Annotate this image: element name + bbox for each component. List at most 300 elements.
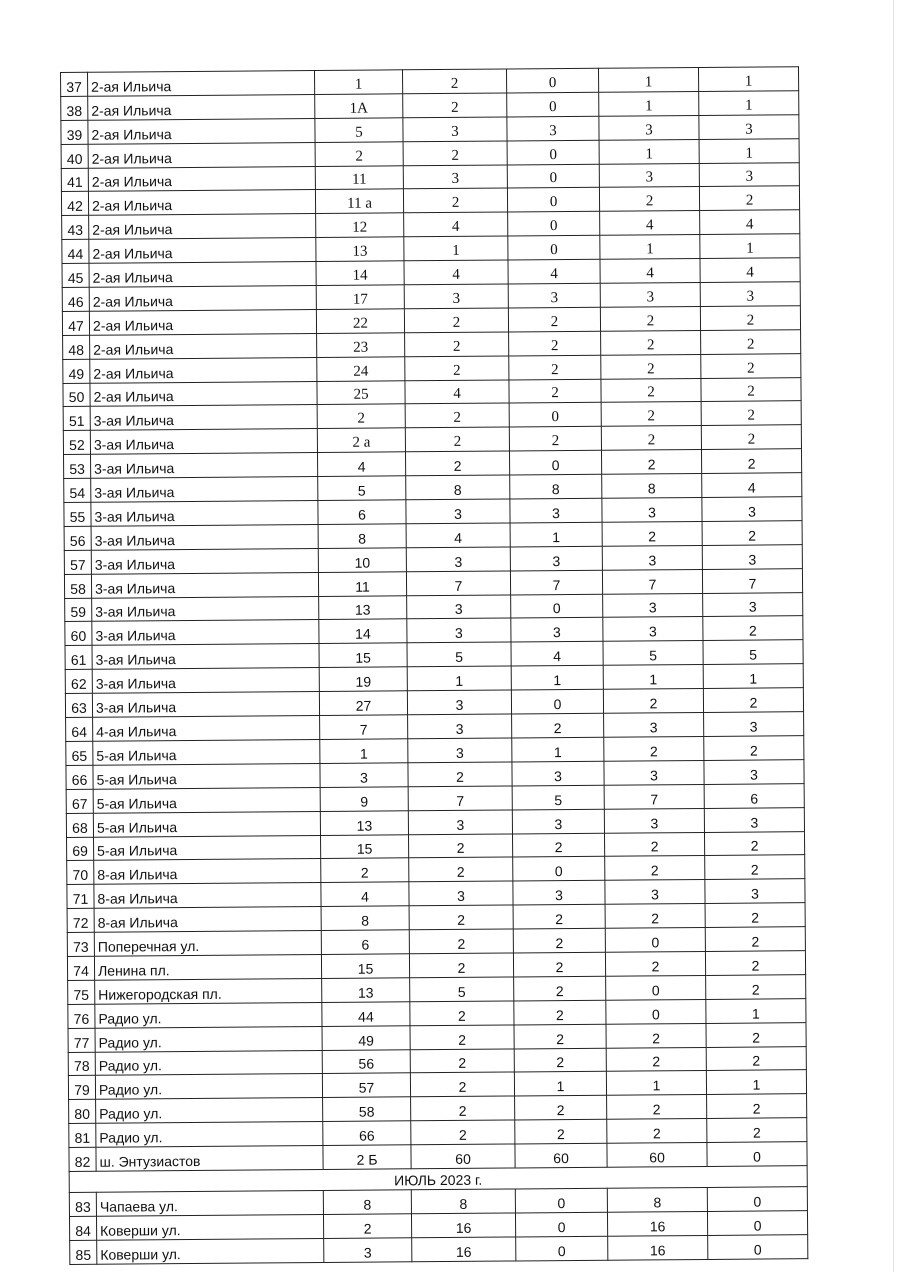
value-cell-1: 7 bbox=[406, 571, 510, 596]
row-number-cell: 75 bbox=[68, 980, 95, 1004]
street-cell: 3-ая Ильича bbox=[91, 501, 318, 527]
house-cell: 11 bbox=[318, 571, 406, 596]
row-number-cell: 76 bbox=[68, 1004, 95, 1028]
value-cell-2: 2 bbox=[513, 952, 605, 977]
table-row bbox=[70, 1234, 808, 1264]
street-cell: 5-ая Ильича bbox=[93, 739, 320, 765]
value-cell-4: 2 bbox=[705, 951, 805, 976]
row-number-cell: 65 bbox=[66, 741, 93, 765]
value-cell-3: 7 bbox=[604, 784, 704, 809]
house-cell: 12 bbox=[316, 213, 404, 238]
row-number-cell: 68 bbox=[66, 813, 93, 837]
value-cell-1: 2 bbox=[409, 857, 513, 882]
value-cell-4: 3 bbox=[704, 807, 804, 832]
value-cell-1: 2 bbox=[405, 427, 509, 452]
value-cell-1: 3 bbox=[403, 165, 507, 190]
house-cell: 2 bbox=[317, 404, 405, 429]
value-cell-4: 7 bbox=[702, 568, 802, 593]
street-cell: 5-ая Ильича bbox=[93, 787, 320, 813]
row-number-cell: 60 bbox=[65, 622, 92, 646]
value-cell-4: 2 bbox=[701, 449, 801, 474]
house-cell: 2 а bbox=[317, 428, 405, 453]
row-number-cell: 77 bbox=[68, 1028, 95, 1052]
house-cell: 13 bbox=[319, 595, 407, 620]
value-cell-3: 16 bbox=[608, 1235, 708, 1260]
value-cell-3: 2 bbox=[599, 187, 699, 212]
value-cell-4: 2 bbox=[701, 377, 801, 402]
value-cell-1: 3 bbox=[406, 547, 510, 572]
row-number-cell: 69 bbox=[67, 837, 94, 861]
value-cell-1: 3 bbox=[409, 881, 513, 906]
value-cell-4: 2 bbox=[704, 831, 804, 856]
street-cell: 3-ая Ильича bbox=[91, 453, 318, 479]
street-cell: Поперечная ул. bbox=[94, 931, 321, 957]
value-cell-2: 2 bbox=[513, 928, 605, 953]
value-cell-1: 2 bbox=[405, 403, 509, 428]
value-cell-2: 3 bbox=[510, 546, 602, 571]
value-cell-3: 2 bbox=[601, 354, 701, 379]
value-cell-2: 0 bbox=[509, 403, 601, 428]
street-cell: 3-ая Ильича bbox=[92, 692, 319, 718]
street-cell: 5-ая Ильича bbox=[93, 811, 320, 837]
value-cell-4: 4 bbox=[700, 258, 800, 283]
value-cell-4: 3 bbox=[699, 162, 799, 187]
value-cell-4: 3 bbox=[704, 712, 804, 737]
house-cell: 5 bbox=[318, 476, 406, 501]
row-number-cell: 84 bbox=[69, 1216, 96, 1240]
table-body bbox=[61, 67, 808, 1264]
value-cell-3: 16 bbox=[607, 1211, 707, 1236]
house-cell: 19 bbox=[319, 667, 407, 692]
value-cell-2: 1 bbox=[510, 522, 602, 547]
house-cell: 15 bbox=[321, 954, 409, 979]
street-cell: 8-ая Ильича bbox=[94, 859, 321, 885]
value-cell-3: 2 bbox=[607, 1095, 707, 1120]
value-cell-4: 2 bbox=[704, 736, 804, 761]
street-cell: 2-ая Ильича bbox=[88, 142, 315, 168]
value-cell-3: 1 bbox=[599, 91, 699, 116]
street-cell: Радио ул. bbox=[96, 1122, 323, 1148]
house-cell: 4 bbox=[321, 882, 409, 907]
row-number-cell: 59 bbox=[65, 598, 92, 622]
value-cell-3: 2 bbox=[604, 832, 704, 857]
value-cell-2: 2 bbox=[512, 713, 604, 738]
value-cell-3: 2 bbox=[601, 330, 701, 355]
row-number-cell: 55 bbox=[64, 502, 91, 526]
value-cell-2: 2 bbox=[512, 833, 604, 858]
value-cell-3: 0 bbox=[605, 928, 705, 953]
value-cell-3: 2 bbox=[604, 736, 704, 761]
row-number-cell: 47 bbox=[62, 311, 89, 335]
value-cell-3: 3 bbox=[603, 617, 703, 642]
value-cell-3: 3 bbox=[604, 760, 704, 785]
value-cell-3: 0 bbox=[606, 975, 706, 1000]
value-cell-2: 0 bbox=[506, 68, 598, 93]
value-cell-1: 3 bbox=[407, 618, 511, 643]
street-cell: 3-ая Ильича bbox=[90, 429, 317, 455]
house-cell: 22 bbox=[316, 309, 404, 334]
value-cell-1: 1 bbox=[404, 236, 508, 261]
value-cell-2: 7 bbox=[510, 570, 602, 595]
value-cell-3: 1 bbox=[599, 139, 699, 164]
value-cell-1: 2 bbox=[404, 308, 508, 333]
value-cell-2: 3 bbox=[513, 881, 605, 906]
value-cell-4: 0 bbox=[707, 1187, 807, 1212]
value-cell-1: 3 bbox=[406, 499, 510, 524]
house-cell: 14 bbox=[319, 619, 407, 644]
value-cell-4: 3 bbox=[702, 497, 802, 522]
value-cell-1: 4 bbox=[404, 260, 508, 285]
value-cell-2: 3 bbox=[510, 498, 602, 523]
row-number-cell: 63 bbox=[65, 693, 92, 717]
house-cell: 9 bbox=[320, 787, 408, 812]
value-cell-4: 3 bbox=[703, 592, 803, 617]
row-number-cell: 46 bbox=[62, 287, 89, 311]
value-cell-3: 3 bbox=[604, 713, 704, 738]
street-cell: 5-ая Ильича bbox=[94, 835, 321, 861]
row-number-cell: 52 bbox=[63, 431, 90, 455]
value-cell-1: 2 bbox=[409, 905, 513, 930]
street-cell: 3-ая Ильича bbox=[92, 596, 319, 622]
street-cell: 3-ая Ильича bbox=[92, 644, 319, 670]
house-cell: 13 bbox=[320, 810, 408, 835]
house-cell: 6 bbox=[318, 500, 406, 525]
value-cell-1: 2 bbox=[403, 141, 507, 166]
street-cell: 3-ая Ильича bbox=[91, 524, 318, 550]
street-cell: 2-ая Ильича bbox=[89, 214, 316, 240]
row-number-cell: 56 bbox=[64, 526, 91, 550]
value-cell-4: 1 bbox=[699, 138, 799, 163]
value-cell-1: 4 bbox=[405, 380, 509, 405]
value-cell-1: 5 bbox=[407, 642, 511, 667]
value-cell-4: 2 bbox=[705, 927, 805, 952]
value-cell-3: 60 bbox=[607, 1143, 707, 1168]
value-cell-4: 0 bbox=[707, 1211, 807, 1236]
street-cell: Коверши ул. bbox=[96, 1214, 323, 1240]
value-cell-2: 8 bbox=[510, 474, 602, 499]
street-cell: 2-ая Ильича bbox=[90, 357, 317, 383]
value-cell-4: 1 bbox=[703, 664, 803, 689]
value-cell-3: 2 bbox=[601, 402, 701, 427]
value-cell-4: 2 bbox=[699, 186, 799, 211]
value-cell-4: 2 bbox=[701, 401, 801, 426]
street-cell: 8-ая Ильича bbox=[94, 907, 321, 933]
value-cell-2: 0 bbox=[513, 857, 605, 882]
house-cell: 49 bbox=[322, 1025, 410, 1050]
value-cell-2: 1 bbox=[511, 666, 603, 691]
value-cell-2: 5 bbox=[512, 785, 604, 810]
street-cell: 2-ая Ильича bbox=[88, 118, 315, 144]
house-cell: 5 bbox=[315, 118, 403, 143]
street-cell: 2-ая Ильича bbox=[89, 309, 316, 335]
row-number-cell: 49 bbox=[63, 359, 90, 383]
house-cell: 1А bbox=[315, 94, 403, 119]
street-cell: 2-ая Ильича bbox=[90, 333, 317, 359]
value-cell-1: 2 bbox=[403, 93, 507, 118]
value-cell-4: 2 bbox=[705, 903, 805, 928]
value-cell-3: 2 bbox=[607, 1119, 707, 1144]
value-cell-2: 0 bbox=[516, 1236, 608, 1261]
row-number-cell: 74 bbox=[67, 956, 94, 980]
house-cell: 15 bbox=[321, 834, 409, 859]
street-cell: Радио ул. bbox=[95, 1074, 322, 1100]
street-cell: Радио ул. bbox=[95, 1002, 322, 1028]
house-cell: 56 bbox=[322, 1049, 410, 1074]
value-cell-3: 2 bbox=[600, 306, 700, 331]
value-cell-3: 1 bbox=[600, 235, 700, 260]
value-cell-4: 2 bbox=[705, 855, 805, 880]
value-cell-2: 0 bbox=[511, 594, 603, 619]
value-cell-1: 8 bbox=[406, 475, 510, 500]
value-cell-2: 4 bbox=[511, 642, 603, 667]
row-number-cell: 48 bbox=[63, 335, 90, 359]
value-cell-1: 3 bbox=[408, 738, 512, 763]
house-cell: 4 bbox=[317, 452, 405, 477]
value-cell-2: 3 bbox=[511, 618, 603, 643]
row-number-cell: 79 bbox=[68, 1076, 95, 1100]
value-cell-2: 2 bbox=[513, 904, 605, 929]
value-cell-3: 2 bbox=[602, 521, 702, 546]
value-cell-1: 3 bbox=[408, 810, 512, 835]
row-number-cell: 51 bbox=[63, 407, 90, 431]
row-number-cell: 83 bbox=[69, 1192, 96, 1216]
value-cell-3: 1 bbox=[603, 665, 703, 690]
value-cell-3: 2 bbox=[603, 689, 703, 714]
housing-table-wrapper bbox=[60, 66, 807, 1264]
value-cell-4: 3 bbox=[702, 544, 802, 569]
value-cell-1: 2 bbox=[402, 69, 506, 94]
value-cell-2: 4 bbox=[508, 259, 600, 284]
street-cell: 2-ая Ильича bbox=[88, 166, 315, 192]
value-cell-4: 1 bbox=[698, 67, 798, 92]
row-number-cell: 42 bbox=[61, 192, 88, 216]
house-cell: 58 bbox=[323, 1097, 411, 1122]
value-cell-2: 2 bbox=[515, 1096, 607, 1121]
value-cell-4: 3 bbox=[705, 879, 805, 904]
value-cell-1: 4 bbox=[404, 212, 508, 237]
street-cell: 2-ая Ильича bbox=[88, 190, 315, 216]
housing-table bbox=[60, 66, 808, 1264]
value-cell-4: 0 bbox=[708, 1234, 808, 1259]
value-cell-3: 3 bbox=[599, 115, 699, 140]
row-number-cell: 67 bbox=[66, 789, 93, 813]
value-cell-1: 60 bbox=[411, 1144, 515, 1169]
value-cell-1: 2 bbox=[405, 356, 509, 381]
row-number-cell: 72 bbox=[67, 908, 94, 932]
street-cell: 2-ая Ильича bbox=[90, 381, 317, 407]
value-cell-1: 2 bbox=[411, 1096, 515, 1121]
house-cell: 8 bbox=[323, 1190, 411, 1215]
value-cell-2: 0 bbox=[511, 689, 603, 714]
street-cell: Ленина пл. bbox=[94, 954, 321, 980]
value-cell-2: 0 bbox=[509, 451, 601, 476]
street-cell: Радио ул. bbox=[95, 1026, 322, 1052]
street-cell: Коверши ул. bbox=[97, 1238, 324, 1264]
row-number-cell: 38 bbox=[61, 96, 88, 120]
house-cell: 2 Б bbox=[323, 1145, 411, 1170]
row-number-cell: 82 bbox=[69, 1147, 96, 1171]
value-cell-2: 2 bbox=[509, 379, 601, 404]
house-cell: 3 bbox=[320, 763, 408, 788]
street-cell: 2-ая Ильича bbox=[89, 286, 316, 312]
value-cell-1: 16 bbox=[412, 1237, 516, 1262]
value-cell-1: 2 bbox=[410, 1001, 514, 1026]
street-cell: 3-ая Ильича bbox=[92, 668, 319, 694]
house-cell: 7 bbox=[320, 715, 408, 740]
value-cell-2: 2 bbox=[514, 1000, 606, 1025]
street-cell: 5-ая Ильича bbox=[93, 763, 320, 789]
value-cell-4: 4 bbox=[700, 210, 800, 235]
street-cell: 3-ая Ильича bbox=[91, 548, 318, 574]
value-cell-4: 4 bbox=[702, 473, 802, 498]
value-cell-3: 3 bbox=[605, 880, 705, 905]
value-cell-3: 2 bbox=[601, 450, 701, 475]
value-cell-3: 2 bbox=[601, 378, 701, 403]
value-cell-1: 16 bbox=[411, 1213, 515, 1238]
value-cell-4: 2 bbox=[700, 306, 800, 331]
value-cell-3: 2 bbox=[605, 904, 705, 929]
house-cell: 3 bbox=[324, 1238, 412, 1263]
house-cell: 15 bbox=[319, 643, 407, 668]
value-cell-1: 2 bbox=[410, 1072, 514, 1097]
row-number-cell: 50 bbox=[63, 383, 90, 407]
value-cell-2: 2 bbox=[509, 331, 601, 356]
house-cell: 8 bbox=[318, 524, 406, 549]
value-cell-1: 2 bbox=[403, 188, 507, 213]
value-cell-4: 1 bbox=[706, 998, 806, 1023]
row-number-cell: 80 bbox=[69, 1100, 96, 1124]
value-cell-3: 1 bbox=[598, 67, 698, 92]
value-cell-2: 0 bbox=[507, 164, 599, 189]
value-cell-1: 2 bbox=[405, 332, 509, 357]
house-cell: 13 bbox=[322, 978, 410, 1003]
value-cell-1: 3 bbox=[407, 690, 511, 715]
value-cell-4: 3 bbox=[704, 760, 804, 785]
row-number-cell: 81 bbox=[69, 1123, 96, 1147]
row-number-cell: 61 bbox=[65, 646, 92, 670]
value-cell-1: 5 bbox=[410, 977, 514, 1002]
row-number-cell: 73 bbox=[67, 932, 94, 956]
value-cell-1: 2 bbox=[405, 451, 509, 476]
value-cell-3: 8 bbox=[602, 474, 702, 499]
value-cell-4: 2 bbox=[702, 521, 802, 546]
value-cell-3: 2 bbox=[606, 1047, 706, 1072]
value-cell-4: 2 bbox=[707, 1118, 807, 1143]
value-cell-1: 3 bbox=[408, 714, 512, 739]
value-cell-4: 3 bbox=[700, 282, 800, 307]
value-cell-4: 6 bbox=[704, 783, 804, 808]
row-number-cell: 41 bbox=[61, 168, 88, 192]
value-cell-3: 3 bbox=[604, 808, 704, 833]
house-cell: 57 bbox=[322, 1073, 410, 1098]
value-cell-4: 2 bbox=[706, 1022, 806, 1047]
value-cell-2: 2 bbox=[509, 355, 601, 380]
value-cell-2: 2 bbox=[515, 1119, 607, 1144]
street-cell: 2-ая Ильича bbox=[88, 71, 315, 97]
value-cell-4: 1 bbox=[700, 234, 800, 259]
house-cell: 10 bbox=[318, 548, 406, 573]
value-cell-2: 0 bbox=[507, 92, 599, 117]
street-cell: 3-ая Ильича bbox=[92, 620, 319, 646]
value-cell-1: 7 bbox=[408, 786, 512, 811]
street-cell: 2-ая Ильича bbox=[89, 262, 316, 288]
value-cell-4: 2 bbox=[701, 425, 801, 450]
value-cell-1: 4 bbox=[406, 523, 510, 548]
row-number-cell: 37 bbox=[61, 72, 88, 96]
value-cell-2: 2 bbox=[514, 976, 606, 1001]
value-cell-4: 1 bbox=[706, 1070, 806, 1095]
row-number-cell: 39 bbox=[61, 120, 88, 144]
value-cell-3: 8 bbox=[607, 1187, 707, 1212]
value-cell-2: 2 bbox=[508, 307, 600, 332]
row-number-cell: 66 bbox=[66, 765, 93, 789]
street-cell: Нижегородская пл. bbox=[95, 978, 322, 1004]
value-cell-4: 2 bbox=[703, 616, 803, 641]
row-number-cell: 64 bbox=[66, 717, 93, 741]
value-cell-4: 5 bbox=[703, 640, 803, 665]
value-cell-2: 1 bbox=[514, 1072, 606, 1097]
value-cell-3: 3 bbox=[602, 498, 702, 523]
row-number-cell: 45 bbox=[62, 263, 89, 287]
street-cell: 3-ая Ильича bbox=[90, 405, 317, 431]
row-number-cell: 40 bbox=[61, 144, 88, 168]
house-cell: 13 bbox=[316, 237, 404, 262]
house-cell: 2 bbox=[321, 858, 409, 883]
value-cell-2: 3 bbox=[508, 283, 600, 308]
house-cell: 6 bbox=[321, 930, 409, 955]
row-number-cell: 43 bbox=[62, 216, 89, 240]
value-cell-2: 0 bbox=[515, 1188, 607, 1213]
value-cell-1: 2 bbox=[410, 1048, 514, 1073]
value-cell-4: 2 bbox=[701, 329, 801, 354]
street-cell: Радио ул. bbox=[96, 1098, 323, 1124]
scan-edge-line bbox=[893, 0, 894, 1272]
value-cell-3: 3 bbox=[600, 282, 700, 307]
value-cell-1: 2 bbox=[409, 929, 513, 954]
value-cell-3: 3 bbox=[603, 593, 703, 618]
value-cell-3: 3 bbox=[599, 163, 699, 188]
value-cell-2: 2 bbox=[514, 1048, 606, 1073]
value-cell-2: 60 bbox=[515, 1143, 607, 1168]
value-cell-2: 3 bbox=[507, 116, 599, 141]
house-cell: 14 bbox=[316, 261, 404, 286]
value-cell-1: 1 bbox=[407, 666, 511, 691]
value-cell-3: 2 bbox=[601, 426, 701, 451]
street-cell: 3-ая Ильича bbox=[91, 477, 318, 503]
value-cell-3: 1 bbox=[606, 1071, 706, 1096]
house-cell: 66 bbox=[323, 1121, 411, 1146]
value-cell-1: 2 bbox=[408, 762, 512, 787]
value-cell-4: 2 bbox=[703, 688, 803, 713]
value-cell-1: 2 bbox=[408, 833, 512, 858]
house-cell: 23 bbox=[317, 333, 405, 358]
value-cell-2: 0 bbox=[515, 1212, 607, 1237]
street-cell: 3-ая Ильича bbox=[91, 572, 318, 598]
house-cell: 17 bbox=[316, 285, 404, 310]
value-cell-2: 0 bbox=[508, 212, 600, 237]
row-number-cell: 54 bbox=[64, 478, 91, 502]
street-cell: 4-ая Ильича bbox=[93, 716, 320, 742]
value-cell-2: 0 bbox=[508, 235, 600, 260]
house-cell: 2 bbox=[315, 141, 403, 166]
street-cell: Радио ул. bbox=[95, 1050, 322, 1076]
value-cell-3: 0 bbox=[606, 999, 706, 1024]
row-number-cell: 44 bbox=[62, 240, 89, 264]
value-cell-2: 3 bbox=[512, 761, 604, 786]
house-cell: 25 bbox=[317, 380, 405, 405]
value-cell-4: 1 bbox=[699, 91, 799, 116]
value-cell-1: 8 bbox=[411, 1189, 515, 1214]
